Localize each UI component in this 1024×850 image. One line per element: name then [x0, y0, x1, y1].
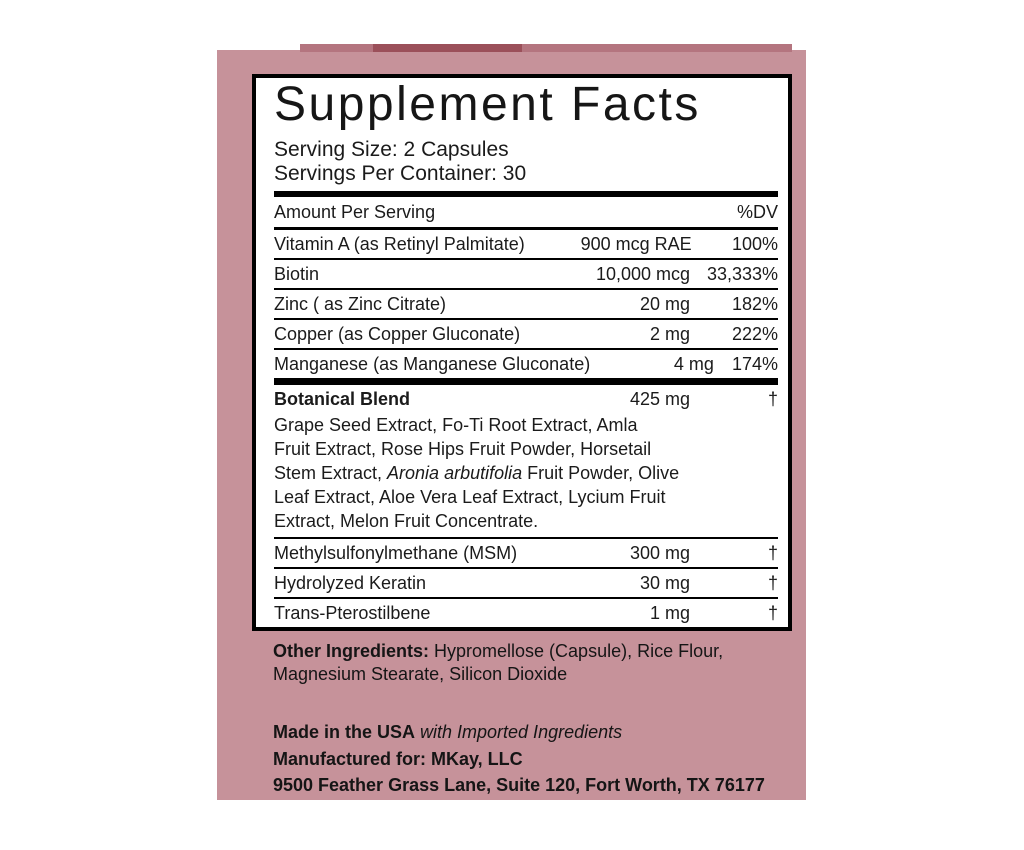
nutrient-amount: 2 mg: [650, 324, 691, 344]
nutrient-name: Trans-Pterostilbene: [274, 603, 431, 623]
imported-ingredients-text: with Imported Ingredients: [415, 722, 623, 742]
description-segment: Stem Extract,: [274, 463, 388, 483]
description-segment: Fruit Powder, Olive: [522, 463, 680, 483]
serving-size: Serving Size: 2 Capsules: [274, 138, 509, 161]
nutrient-dv: 182%: [731, 294, 778, 314]
nutrient-name: Methylsulfonylmethane (MSM): [274, 543, 518, 563]
other-ingredients-text: Hypromellose (Capsule), Rice Flour,: [429, 641, 724, 661]
divider-heavy-bottom: [274, 627, 778, 631]
manufacturer-info: [273, 719, 778, 799]
table-row: [274, 599, 778, 627]
description-line: Leaf Extract, Aloe Vera Leaf Extract, Lycium Fruit: [274, 487, 666, 507]
nutrient-amount: 20 mg: [639, 294, 690, 314]
made-in-line: [273, 719, 778, 746]
nutrient-amount: 10,000 mcg: [595, 264, 690, 284]
nutrient-name: Hydrolyzed Keratin: [274, 573, 427, 593]
nutrient-dv: 174%: [731, 354, 778, 374]
table-row: [274, 260, 778, 290]
botanical-blend-description: [274, 413, 778, 533]
nutrient-dv: †: [767, 573, 778, 593]
nutrient-dv: 33,333%: [706, 264, 778, 284]
manufacturer-address: 9500 Feather Grass Lane, Suite 120, Fort Worth, TX 76177: [273, 775, 765, 795]
nutrient-amount: 30 mg: [639, 573, 690, 593]
latin-species-name: Aronia arbutifolia: [387, 463, 523, 483]
botanical-blend-name: Botanical Blend: [274, 389, 411, 409]
nutrient-dv: †: [767, 543, 778, 563]
botanical-blend-row: [274, 385, 778, 413]
table-row: [274, 539, 778, 569]
nutrient-amount: 900 mcg RAE: [580, 234, 692, 254]
nutrient-dv: 222%: [731, 324, 778, 344]
other-ingredients-label: Other Ingredients:: [273, 641, 430, 661]
dv-column-label: %DV: [736, 202, 778, 222]
made-in-usa-text: Made in the USA: [273, 722, 416, 742]
nutrient-dv: 100%: [731, 234, 778, 254]
supplement-facts-panel: [252, 74, 792, 631]
nutrient-amount: 4 mg: [673, 354, 714, 374]
nutrient-dv: †: [767, 603, 778, 623]
manufactured-for-line: Manufactured for: MKay, LLC: [273, 748, 523, 769]
serving-info: [274, 138, 778, 186]
nutrient-name: Vitamin A (as Retinyl Palmitate): [274, 234, 525, 254]
table-row: [274, 350, 778, 378]
nutrient-name: Copper (as Copper Gluconate): [274, 324, 521, 344]
description-line: Fruit Extract, Rose Hips Fruit Powder, Horsetail: [274, 439, 652, 459]
botanical-blend-amount: 425 mg: [629, 389, 690, 409]
nutrient-amount: 1 mg: [649, 603, 690, 623]
other-ingredients-line2: Magnesium Stearate, Silicon Dioxide: [273, 663, 568, 684]
supplement-facts-title: Supplement Facts: [274, 78, 701, 131]
table-row: [274, 290, 778, 320]
description-line: [274, 461, 778, 485]
other-ingredients-line1: [273, 640, 778, 663]
table-header-row: [274, 197, 778, 230]
table-row: [274, 230, 778, 260]
nutrient-name: Manganese (as Manganese Gluconate): [274, 354, 591, 374]
amount-per-serving-label: Amount Per Serving: [274, 202, 436, 222]
other-ingredients: [273, 640, 778, 685]
nutrient-name: Zinc ( as Zinc Citrate): [274, 294, 447, 314]
description-line: Grape Seed Extract, Fo-Ti Root Extract, Amla: [274, 415, 638, 435]
servings-per-container: Servings Per Container: 30: [274, 162, 527, 185]
description-line: Extract, Melon Fruit Concentrate.: [274, 511, 539, 531]
table-row: [274, 320, 778, 350]
nutrient-name: Biotin: [274, 264, 320, 284]
label-top-edge-dark-strip: [373, 44, 522, 52]
divider-heavy-mid: [274, 378, 778, 385]
table-row: [274, 569, 778, 599]
botanical-blend-dv: †: [767, 389, 778, 409]
nutrient-amount: 300 mg: [629, 543, 690, 563]
